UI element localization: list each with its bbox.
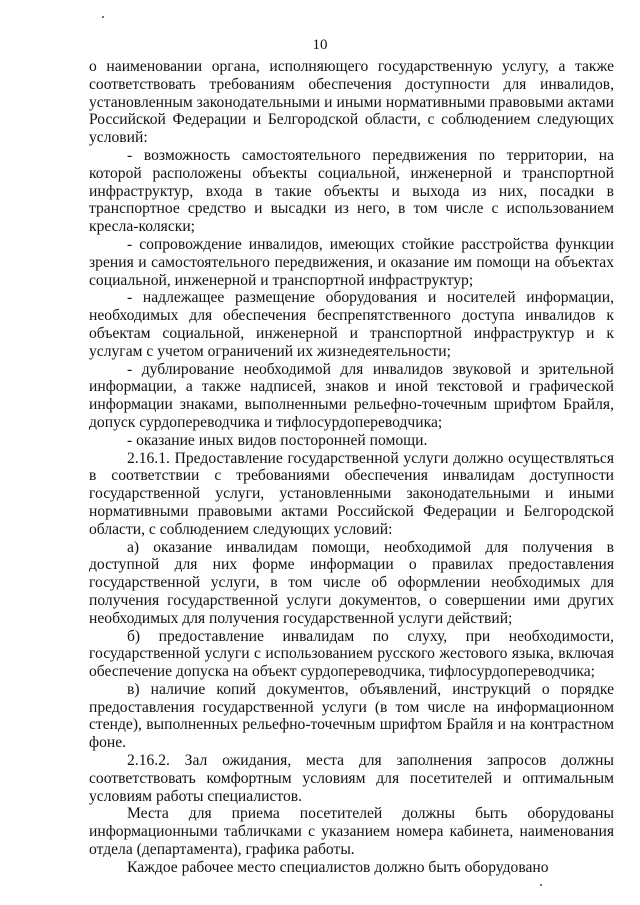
paragraph: Каждое рабочее место специалистов должно быть оборудовано	[127, 858, 549, 876]
scan-speck	[540, 884, 542, 886]
paragraph: Места для приема посетителей должны быть оборудованы информационными табличками с указанием номера кабинета, наименования отдела (департамента), графика работы.	[89, 805, 614, 859]
paragraph: - возможность самостоятельного передвижения по территории, на которой расположены объекты социальной, инженерной и транспортной инфраструктур, входа в такие объекты и выхода из них, посадки в транспортное средство и высадки из него, в том числе с использованием кресла-коляски;	[89, 146, 614, 236]
paragraph: - надлежащее размещение оборудования и носителей информации, необходимых для обеспечения беспрепятственного доступа инвалидов к объектам социальной, инженерной и транспортной инфраструктур и к услугам с учетом ограничений их жизнедеятельности;	[89, 289, 614, 360]
paragraph: - сопровождение инвалидов, имеющих стойкие расстройства функции зрения и самостоятельного передвижения, и оказание им помощи на объектах социальной, инженерной и транспортной инфраструктур;	[89, 235, 614, 289]
paragraph: б) предоставление инвалидам по слуху, при необходимости, государственной услуги с использованием русского жестового языка, включая обеспечение допуска на объект сурдопереводчика, тифлосурдопереводчика;	[89, 627, 614, 681]
paragraph: а) оказание инвалидам помощи, необходимой для получения в доступной для них форме информации о правилах предоставления государственной услуги, в том числе об оформлении необходимых для получения государственной услуги документов, о совершении ими других необходимых для получения государственной услуги действий;	[89, 538, 614, 627]
document-body	[89, 58, 614, 877]
paragraph: в) наличие копий документов, объявлений, инструкций о порядке предоставления государственной услуги (в том числе на информационном стенде), выполненных рельефно-точечным шрифтом Брайля и на контрастном фоне.	[89, 680, 614, 752]
paragraph: о наименовании органа, исполняющего государственную услугу, а также соответствовать требованиям обеспечения доступности для инвалидов, установленным законодательными и иными нормативными правовыми актами Российской Федерации и Белгородской области, с соблюдением следующих условий:	[89, 58, 614, 147]
paragraph: 2.16.1. Предоставление государственной услуги должно осуществляться в соответствии с требованиями обеспечения инвалидам доступности государственной услуги, установленными законодательными и иными нормативными правовыми актами Российской Федерации и Белгородской области, с соблюдением следующих условий:	[89, 449, 614, 538]
paragraph: - дублирование необходимой для инвалидов звуковой и зрительной информации, а также надписей, знаков и иной текстовой и графической информации знаками, выполненными рельефно-точечным шрифтом Брайля, допуск сурдопереводчика и тифлосурдопереводчика;	[89, 360, 614, 431]
paragraph: 2.16.2. Зал ожидания, места для заполнения запросов должны соответствовать комфортным условиям для посетителей и оптимальным условиям работы специалистов.	[89, 752, 614, 805]
scan-speck	[102, 16, 104, 18]
page-number: 10	[312, 37, 328, 53]
paragraph: - оказание иных видов посторонней помощи.	[127, 431, 428, 449]
